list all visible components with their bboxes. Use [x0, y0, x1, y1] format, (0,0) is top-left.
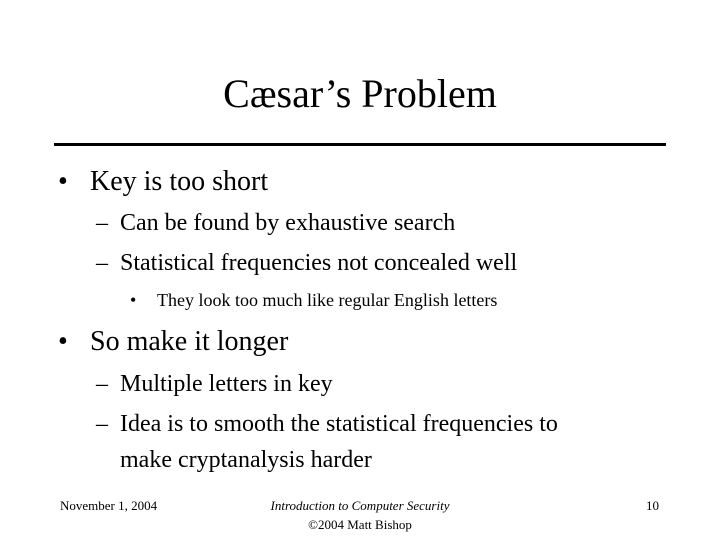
bullet-make-it-longer	[58, 326, 288, 358]
sub-bullet-continuation	[120, 446, 372, 474]
sub-bullet-text: Multiple letters in key	[120, 371, 333, 397]
title-divider	[54, 143, 666, 146]
slide-title: Cæsar’s Problem	[223, 71, 497, 116]
sub-sub-bullet-english-letters	[130, 289, 497, 311]
bullet-marker: •	[130, 290, 137, 310]
sub-bullet-multiple-letters	[96, 370, 333, 398]
bullet-marker: •	[58, 166, 68, 197]
bullet-text: Key is too short	[90, 166, 269, 197]
page-number: 10	[646, 498, 659, 513]
sub-bullet-exhaustive-search	[96, 209, 455, 237]
footer-copyright: ©2004 Matt Bishop	[308, 517, 412, 532]
bullet-text: So make it longer	[90, 326, 289, 357]
footer-course: Introduction to Computer Security	[270, 498, 450, 513]
sub-bullet-text: Can be found by exhaustive search	[120, 210, 456, 236]
dash-marker: –	[96, 411, 108, 437]
sub-bullet-statistical-frequencies	[96, 249, 517, 277]
bullet-key-too-short	[58, 166, 268, 198]
sub-bullet-text: Idea is to smooth the statistical frequencies to	[120, 411, 558, 437]
sub-sub-bullet-text: They look too much like regular English letters	[157, 290, 498, 310]
sub-bullet-text: make cryptanalysis harder	[120, 447, 372, 473]
dash-marker: –	[96, 210, 108, 236]
bullet-marker: •	[58, 326, 68, 357]
sub-bullet-text: Statistical frequencies not concealed well	[120, 250, 518, 276]
sub-bullet-smooth-frequencies	[96, 410, 558, 438]
dash-marker: –	[96, 371, 108, 397]
dash-marker: –	[96, 250, 108, 276]
footer-date: November 1, 2004	[60, 498, 158, 513]
footer-credits	[230, 496, 490, 534]
